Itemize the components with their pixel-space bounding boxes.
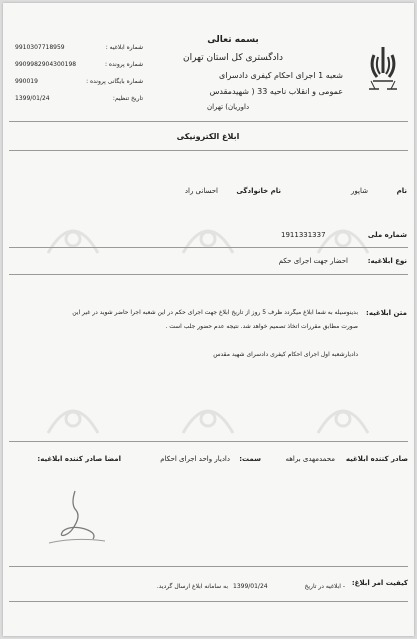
national-id-label: شماره ملی <box>367 231 407 239</box>
notice-text-line-2: صورت مطابق مقررات اتخاذ تصمیم خواهد شد. نتیجه عدم حضور جلب است . <box>165 323 358 330</box>
watermark-emblem-icon <box>178 393 238 437</box>
first-name-value: شاپور <box>351 187 368 195</box>
notice-number-label: شماره ابلاغیه : <box>105 44 143 51</box>
issuer-value: محمدمهدی براهه <box>285 455 335 463</box>
notice-document <box>3 3 414 636</box>
issue-date-label: تاریخ تنظیم: <box>112 95 143 102</box>
notice-number-value: 9910307718959 <box>15 44 65 51</box>
issue-date-value: 1399/01/24 <box>15 95 50 102</box>
divider <box>9 441 408 442</box>
delivery-prefix: - ابلاغیه در تاریخ <box>304 583 345 590</box>
signature-label: امضا صادر کننده ابلاغیه: <box>37 455 121 463</box>
divider <box>9 274 408 275</box>
delivery-suffix: به سامانه ابلاغ ارسال گردید. <box>156 583 228 590</box>
national-id-value: 1911331337 <box>281 231 326 239</box>
branch-line-3: داوریان) تهران <box>206 103 250 111</box>
iran-emblem-logo <box>365 43 401 91</box>
divider <box>9 150 408 151</box>
notice-text-label: متن ابلاغیه: <box>366 309 407 317</box>
divider <box>9 247 408 248</box>
basmala: بسمه تعالی <box>207 35 259 45</box>
notice-text-line-3: دادیارشعبه اول اجرای احکام کیفری دادسرای شهید مقدس <box>213 351 358 358</box>
notice-type-value: احضار جهت اجرای حکم <box>278 257 348 265</box>
divider <box>9 121 408 122</box>
watermark-emblem-icon <box>43 213 103 257</box>
delivery-date: 1399/01/24 <box>233 583 268 590</box>
position-value: دادیار واحد اجرای احکام <box>160 455 230 463</box>
handwritten-signature <box>45 485 113 547</box>
family-name-value: احسانی راد <box>184 187 218 195</box>
watermark-emblem-icon <box>178 213 238 257</box>
document-title: ابلاغ الکترونیکی <box>176 132 240 141</box>
court-name: دادگستری کل استان تهران <box>182 53 284 63</box>
notice-text-line-1: بدینوسیله به شما ابلاغ میگردد ظرف 5 روز از تاریخ ابلاغ جهت اجرای حکم در این شعبه اجرا حاضر شوید در غیر این <box>72 309 358 316</box>
branch-line-1: شعبه 1 اجرای احکام کیفری دادسرای <box>218 71 343 80</box>
case-number-value: 9909982904300198 <box>15 61 77 68</box>
branch-line-2: عمومی و انقلاب ناحیه 33 ( شهیدمقدس <box>209 87 343 96</box>
watermark-emblem-icon <box>313 393 373 437</box>
divider <box>9 601 408 602</box>
notice-type-label: نوع ابلاغیه: <box>367 257 407 265</box>
first-name-label: نام <box>396 187 407 195</box>
position-label: سمت: <box>239 455 261 463</box>
delivery-label: کیفیت امر ابلاغ: <box>351 579 408 587</box>
archive-number-value: 990019 <box>15 78 38 85</box>
archive-number-label: شماره بایگانی پرونده : <box>86 78 143 85</box>
watermark-emblem-icon <box>43 393 103 437</box>
divider <box>9 566 408 567</box>
case-number-label: شماره پرونده : <box>104 61 143 68</box>
family-name-label: نام خانوادگی <box>236 187 281 195</box>
issuer-label: صادر کننده ابلاغیه <box>345 455 408 463</box>
